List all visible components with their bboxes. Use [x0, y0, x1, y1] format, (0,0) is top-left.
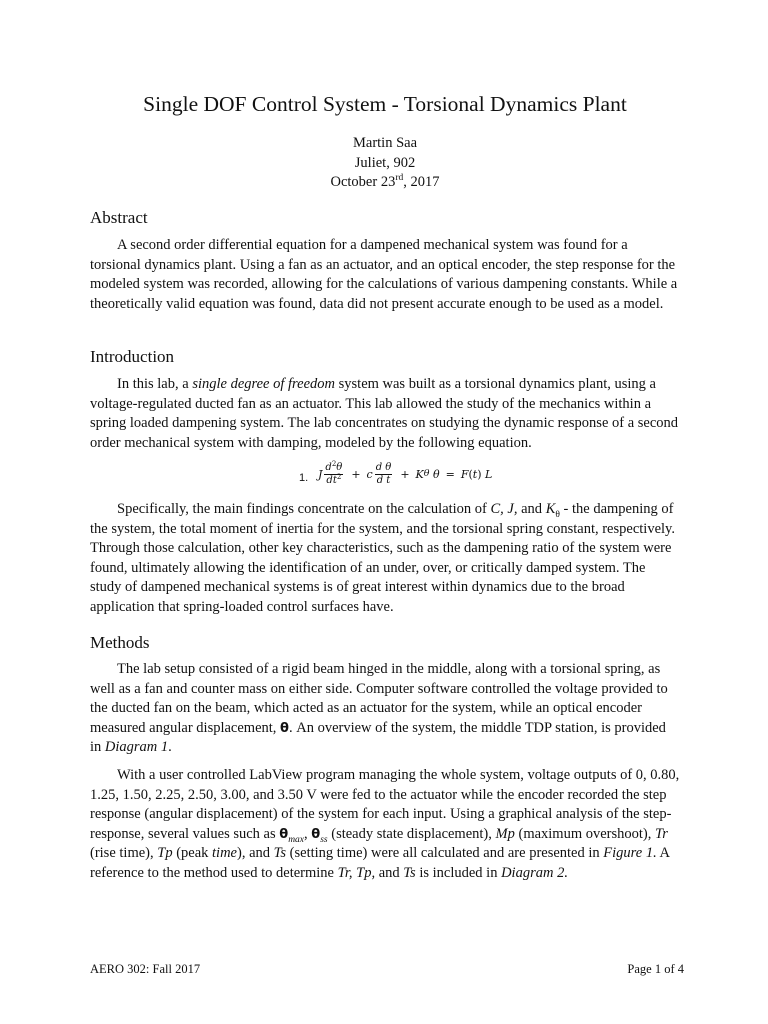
ts-term: Ts [273, 845, 287, 861]
intro2-and: and [517, 501, 546, 517]
methods2-d: (rise time), [90, 845, 158, 861]
author-affiliation: Juliet, 902 [354, 154, 416, 171]
tp-term: Tp [157, 845, 173, 861]
methods2-text: With a user controlled LabView program managing the whole system, voltage outputs of 0, 0.80, 1.25, 1.50, 2.25, 2.50, 3.00, and 3.50 V were fed to the actuator while the encoder recorded the step response (angular displacement) of the system for each input. Using a graphical analysis of the step-response, several values such as [90, 767, 680, 842]
methods1-end: . [168, 739, 172, 755]
intro2-text: Specifically, the main findings concentrate on the calculation of [117, 501, 491, 517]
abstract-heading: Abstract [90, 208, 148, 227]
equation-number: 1. [299, 472, 309, 484]
intro2-vars: C, J, [490, 501, 518, 517]
diagram-1-ref: Diagram 1 [104, 739, 169, 755]
author-name: Martin Saa [352, 135, 418, 151]
methods2-g: (setting time) were all calculated and are presented in [286, 845, 604, 861]
max-subscript: max [288, 834, 305, 845]
theta-max-symbol: θ [279, 826, 289, 842]
methods-paragraph-1 [90, 660, 680, 758]
methods1-text: The lab setup consisted of a rigid beam hinged in the middle, along with a torsional spring, as well as a fan and counter mass on either side. Computer software controlled the voltage provided to the ducted fan on the beam, which acted as an actuator for the system, while an optical encoder measured angular displacement, [90, 661, 668, 736]
publication-date [90, 173, 680, 193]
methods2-e: (peak [172, 845, 213, 861]
theta-symbol: θ [280, 720, 289, 736]
abstract-text: A second order differential equation for a dampened mechanical system was found for a torsional dynamics plant. Using a fan as an actuator, and an optical encoder, the step response for the modeled system was recorded, allowing for the calculations of various dampening constants. While a theoretically valid equation was found, data did not present accurate enough to be used as a model. [90, 237, 678, 312]
methods-paragraph-2 [90, 766, 680, 883]
date-year: , 2017 [403, 174, 440, 190]
intro-text-cont: system was built as a torsional dynamics plant, using a voltage-regulated ducted fan as an actuator. This lab allowed the study of the mechanics within a spring loaded dampening system. The lab concentrates on studying the dynamic response of a second order mechanical system with damping, modeled by the following equation. [90, 376, 679, 451]
equation-1 [90, 444, 680, 492]
introduction-paragraph-1 [90, 375, 680, 453]
methods2-i: is included in [415, 864, 502, 881]
tr-tp-terms: Tr, Tp, [337, 864, 376, 881]
intro2-text-cont: - the dampening of the system, the total moment of inertia for the system, and the torsional spring constant, respectively. Through those calculation, other key characteristics, such as the dampening ratio of the system were found, ultimately allowing the identification of an under, over, or critically damped system. The study of dampened mechanical systems is of great interest within dynamics due to the broad application that spring-loaded control surfaces have. [90, 501, 675, 615]
theta-ss-symbol: θ [311, 826, 321, 842]
author-block [90, 134, 680, 193]
methods-heading: Methods [90, 633, 150, 652]
intro-emphasis: single degree of freedom [192, 376, 335, 392]
intro2-k-sub: θ [555, 509, 560, 520]
paper-title: Single DOF Control System - Torsional Dynamics Plant [143, 92, 627, 116]
introduction-paragraph-2 [90, 500, 680, 617]
methods2-b: (steady state displacement), [327, 825, 496, 842]
methods1-text-cont: . An overview of the system, the middle TDP station, is provided in [90, 719, 666, 755]
footer-page-number: Page 1 of 4 [627, 962, 684, 976]
equation-body: J $\frac{d^2\theta}{dt^2}$ + c $\frac{\text{d θ}}{\text{d t}}$ + K θ θ = F ( t ) L [318, 459, 493, 486]
footer-course: AERO 302: Fall 2017 [90, 962, 201, 976]
ss-subscript: ss [320, 834, 328, 845]
time-term: time [212, 845, 237, 861]
methods2-and: and [375, 864, 404, 881]
introduction-heading: Introduction [90, 347, 175, 366]
mp-term: Mp [495, 825, 515, 842]
comma: , [304, 825, 312, 842]
intro2-k: K [545, 501, 556, 517]
date-superscript: rd [395, 173, 404, 183]
methods2-h: A reference to the method used to determine [90, 845, 670, 881]
methods2-f: ), and [237, 845, 274, 861]
date-text: October 23 [330, 174, 396, 190]
ts-term-2: Ts [403, 864, 416, 881]
tr-term: Tr [655, 825, 668, 842]
methods2-c: (maximum overshoot), [514, 825, 656, 842]
figure-1-ref: Figure 1. [603, 845, 657, 861]
diagram-2-ref: Diagram 2. [501, 864, 568, 881]
intro-text: In this lab, a [117, 376, 193, 392]
